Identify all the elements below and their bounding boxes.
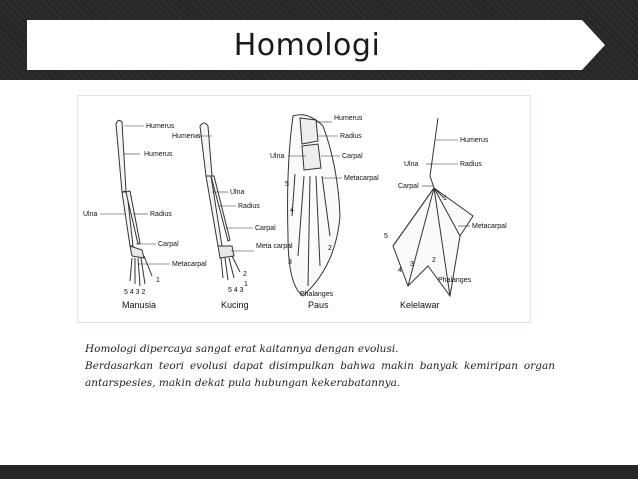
bat-digit3-label: 3 <box>410 261 414 268</box>
whale-ulna-label: Ulna <box>270 153 285 160</box>
whale-phalanges-label: Phalanges <box>300 291 334 298</box>
footer-band <box>0 465 638 479</box>
human-arm <box>116 120 152 286</box>
bat-metacarpal-label: Metacarpal <box>472 223 507 230</box>
bat-wing <box>393 118 473 296</box>
bat-humerus-label: Humerus <box>460 137 489 144</box>
human-digit1-label: 1 <box>156 277 160 284</box>
cat-digit1-label: 1 <box>244 281 248 288</box>
whale-humerus-label: Humerus <box>334 115 363 122</box>
bat-carpal-label: Carpal <box>398 183 419 190</box>
bat-digit1-label: 1 <box>443 195 447 202</box>
whale-radius-label: Radius <box>340 133 362 140</box>
bat-digit2-label: 2 <box>432 257 436 264</box>
human-carpal-label: Carpal <box>158 241 179 248</box>
cat-digit2-label: 2 <box>243 271 247 278</box>
whale-digit4-label: 4 <box>290 207 294 214</box>
page-title: Homologi <box>233 27 381 63</box>
whale-digit5-label: 5 <box>285 181 289 188</box>
bat-radius-label: Radius <box>460 161 482 168</box>
bat-digit5-label: 5 <box>384 233 388 240</box>
cat-metacarpal-label: Meta carpal <box>256 243 293 250</box>
caption-kelelawar: Kelelawar <box>400 300 440 310</box>
homology-figure <box>77 95 531 323</box>
whale-carpal-label: Carpal <box>342 153 363 160</box>
whale-flipper <box>288 115 340 296</box>
human-radius-label: Radius <box>150 211 172 218</box>
bat-digit4-label: 4 <box>398 267 402 274</box>
cat-carpal-label: Carpal <box>255 225 276 232</box>
caption-manusia: Manusia <box>122 300 157 310</box>
bat-ulna-label: Ulna <box>404 161 419 168</box>
cat-leg <box>200 123 240 280</box>
cat-radius-label: Radius <box>238 203 260 210</box>
caption-kucing: Kucing <box>221 300 249 310</box>
human-humerus2-label: Humerus <box>144 151 173 158</box>
whale-metacarpal-label: Metacarpal <box>344 175 379 182</box>
forelimb-illustration <box>78 96 530 322</box>
human-humerus-label: Humerus <box>146 123 175 130</box>
bat-phalanges-label: Phalanges <box>438 277 472 284</box>
cat-digits-label: 5 4 3 <box>228 287 244 294</box>
human-digits-label: 5 4 3 2 <box>124 289 146 296</box>
cat-humerus-label: Humerus <box>172 133 201 140</box>
whale-digit2-label: 2 <box>328 245 332 252</box>
caption-paus: Paus <box>308 300 329 310</box>
text-line-1: Homologi dipercaya sangat erat kaitannya dengan evolusi. <box>85 343 399 355</box>
whale-digit3-label: 3 <box>288 259 292 266</box>
cat-ulna-label: Ulna <box>230 189 245 196</box>
human-metacarpal-label: Metacarpal <box>172 261 207 268</box>
body-text <box>85 341 555 392</box>
human-ulna-label: Ulna <box>83 211 98 218</box>
text-line-2: Berdasarkan teori evolusi dapat disimpulkan bahwa makin banyak kemiripan organ antarspesies, makin dekat pula hubungan kekerabatannya. <box>85 360 555 389</box>
title-bar <box>27 20 605 70</box>
